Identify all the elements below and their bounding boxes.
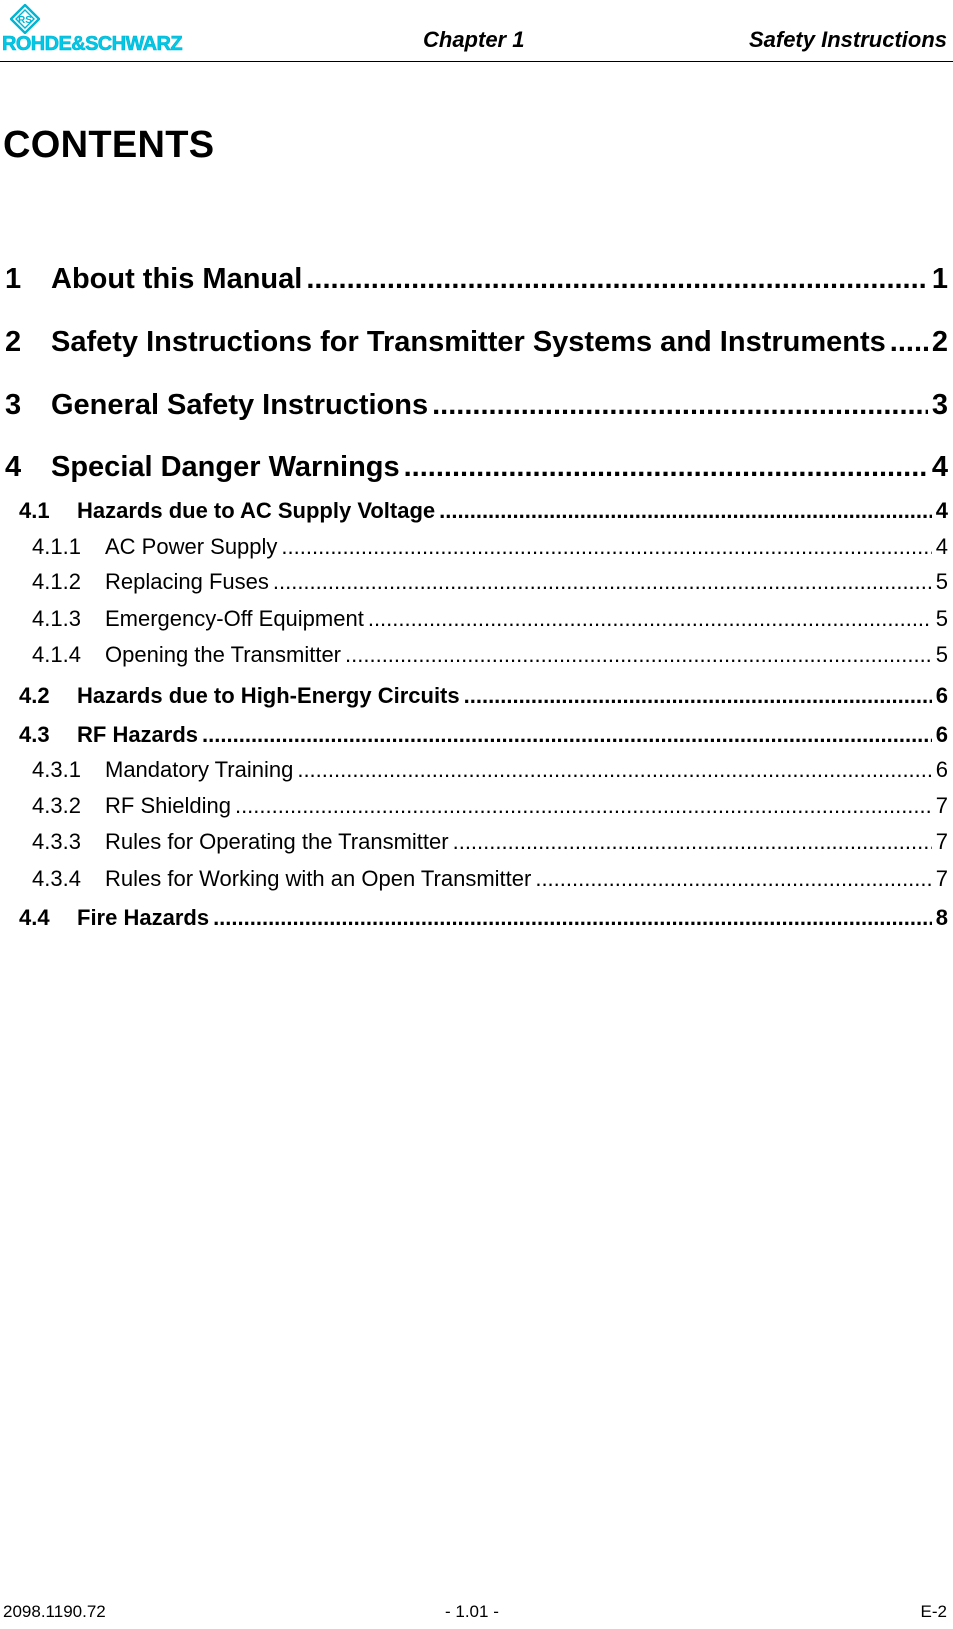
footer-page-code: - 1.01 - [445,1602,499,1621]
toc-dot-leader [213,905,932,931]
toc-entry-page: 4 [935,498,948,523]
toc-dot-leader [273,569,932,595]
toc-entry-title: Rules for Operating the Transmitter [105,829,449,854]
logo-wordmark: ROHDE&SCHWARZ [2,33,182,55]
toc-entry[interactable] [19,905,948,931]
toc-entry-page: 6 [935,722,948,747]
toc-entry-title: Emergency-Off Equipment [105,606,364,631]
toc-entry-page: 6 [935,683,948,708]
toc-entry-page: 3 [931,389,948,421]
toc-entry-number: 4.4 [19,905,50,930]
toc-entry-number: 4.1.1 [32,534,81,559]
toc-entry-page: 7 [935,793,948,818]
toc-entry-page: 1 [931,263,948,295]
toc-entry-number: 4.1.4 [32,642,81,667]
page-header [0,0,953,62]
toc-entry[interactable] [32,829,948,855]
toc-entry-title: Fire Hazards [77,905,210,930]
toc-entry-title: Special Danger Warnings [51,451,400,483]
toc-entry-page: 4 [931,451,948,483]
toc-dot-leader [432,389,928,422]
toc-entry-title: Hazards due to AC Supply Voltage [77,498,436,523]
toc-entry[interactable] [5,326,948,359]
toc-entry-page: 7 [935,829,948,854]
toc-entry-number: 3 [5,389,22,421]
toc-dot-leader [235,793,932,819]
toc-entry[interactable] [5,451,948,484]
toc-entry[interactable] [19,722,948,748]
svg-text:RS: RS [18,15,32,26]
footer-edition: E-2 [920,1602,947,1621]
toc-entry-number: 4.3.4 [32,866,81,891]
toc-dot-leader [535,866,931,892]
toc-entry-number: 4.3 [19,722,50,747]
toc-entry-page: 6 [935,757,948,782]
toc-entry-number: 4.1 [19,498,50,523]
toc-entry-title: Rules for Working with an Open Transmitter [105,866,532,891]
toc-entry-page: 8 [935,905,948,930]
toc-entry-page: 5 [935,606,948,631]
toc-entry-page: 4 [935,534,948,559]
toc-dot-leader [890,326,928,359]
header-divider [0,61,953,62]
toc-entry-number: 4.3.1 [32,757,81,782]
toc-entry-title: About this Manual [51,263,303,295]
toc-dot-leader [404,451,928,484]
toc-entry-title: Mandatory Training [105,757,294,782]
rohde-schwarz-logo [2,4,224,55]
page-title: CONTENTS [3,124,215,166]
toc-entry-title: Opening the Transmitter [105,642,342,667]
toc-dot-leader [439,498,932,524]
rs-diamond-icon [10,4,40,34]
toc-entry-page: 2 [931,326,948,358]
toc-dot-leader [368,606,932,632]
toc-entry[interactable] [5,389,948,422]
toc-entry[interactable] [32,793,948,819]
toc-entry-title: RF Shielding [105,793,231,818]
toc-entry[interactable] [5,263,948,296]
toc-entry-title: Replacing Fuses [105,569,269,594]
toc-dot-leader [306,263,928,296]
toc-entry-page: 5 [935,642,948,667]
toc-entry-title: General Safety Instructions [51,389,429,421]
footer-doc-number: 2098.1190.72 [3,1602,106,1621]
toc-entry-title: RF Hazards [77,722,199,747]
toc-entry-number: 4 [5,451,22,483]
toc-entry[interactable] [32,866,948,892]
toc-entry[interactable] [19,498,948,524]
toc-entry-number: 4.3.2 [32,793,81,818]
toc-dot-leader [202,722,932,748]
chapter-label: Chapter 1 [423,27,525,52]
toc-entry-number: 4.2 [19,683,50,708]
toc-entry-title: Hazards due to High-Energy Circuits [77,683,460,708]
toc-entry-title: Safety Instructions for Transmitter Systems and Instruments [51,326,886,358]
toc-dot-leader [281,534,931,560]
toc-entry-number: 1 [5,263,22,295]
toc-entry-title: AC Power Supply [105,534,278,559]
toc-entry[interactable] [32,642,948,668]
toc-dot-leader [464,683,932,709]
toc-entry-number: 2 [5,326,22,358]
toc-entry[interactable] [32,757,948,783]
toc-entry-page: 7 [935,866,948,891]
toc-entry-number: 4.3.3 [32,829,81,854]
toc-entry[interactable] [32,534,948,560]
toc-dot-leader [297,757,931,783]
toc-dot-leader [453,829,932,855]
toc-entry[interactable] [32,606,948,632]
toc-dot-leader [345,642,932,668]
section-label: Safety Instructions [748,27,947,52]
toc-entry-number: 4.1.2 [32,569,81,594]
toc-entry[interactable] [32,569,948,595]
toc-entry-page: 5 [935,569,948,594]
toc-entry-number: 4.1.3 [32,606,81,631]
toc-entry[interactable] [19,683,948,709]
